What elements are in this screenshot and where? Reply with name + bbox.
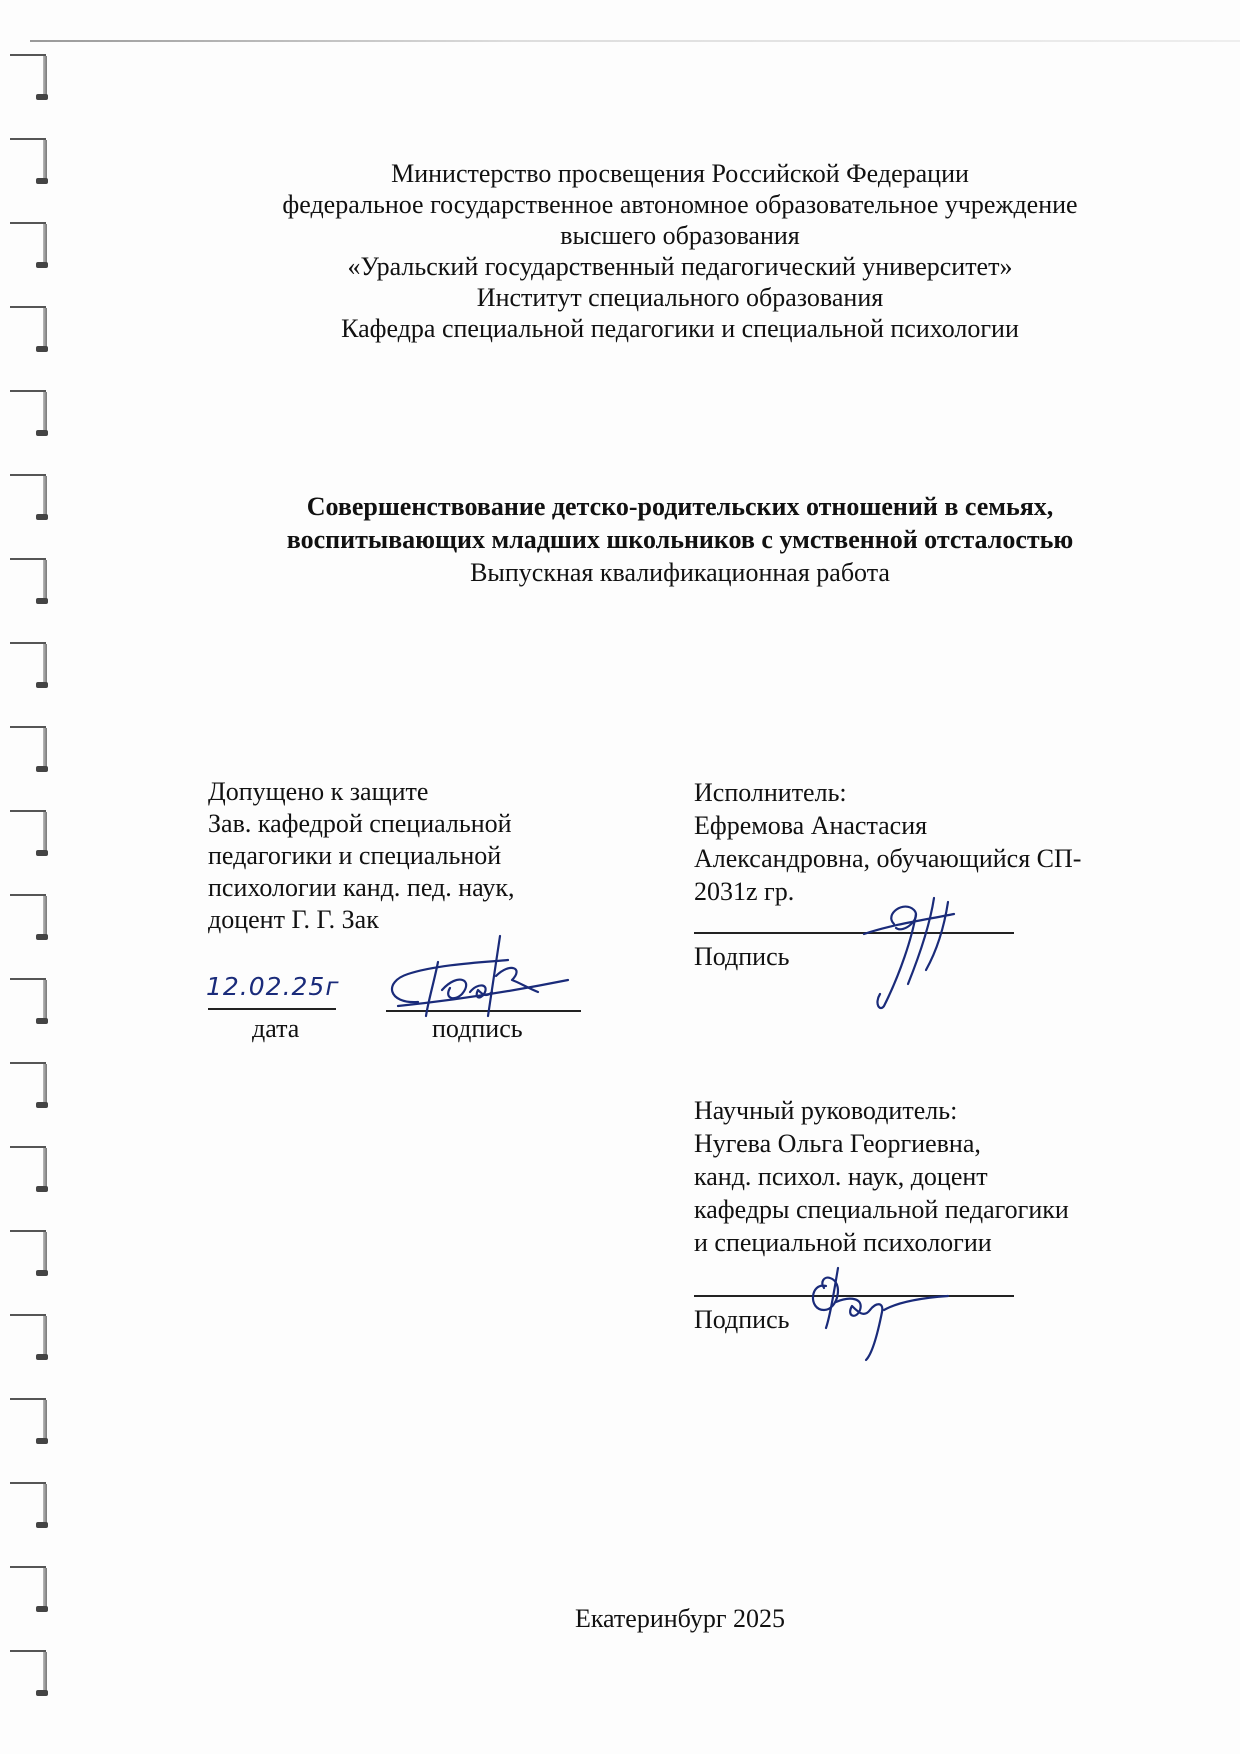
binding-marks <box>0 0 60 1754</box>
thesis-title-line: воспитывающих младших школьников с умственной отсталостью <box>286 525 1074 554</box>
handwritten-date: 12.02.25г <box>206 972 340 1001</box>
supervisor-signature <box>780 1262 950 1362</box>
supervisor-line: Нугева Ольга Георгиевна, <box>694 1129 981 1158</box>
head-of-department-signature <box>378 932 578 1032</box>
binding-hole-mark <box>10 978 50 1050</box>
header-line: высшего образования <box>560 221 800 250</box>
binding-hole-mark <box>10 54 50 126</box>
binding-hole-mark <box>10 1650 50 1722</box>
executor-line: Ефремова Анастасия <box>694 811 928 840</box>
page-edge <box>30 40 1240 42</box>
executor-line: Александровна, обучающийся СП- <box>694 844 1082 873</box>
admission-line: педагогики и специальной <box>208 841 502 870</box>
date-signature-row <box>208 968 608 1048</box>
supervisor-line: канд. психол. наук, доцент <box>694 1162 988 1191</box>
binding-hole-mark <box>10 1146 50 1218</box>
admission-block <box>208 776 608 936</box>
admission-line: психологии канд. пед. наук, <box>208 873 515 902</box>
binding-hole-mark <box>10 1566 50 1638</box>
binding-hole-mark <box>10 222 50 294</box>
header-line: «Уральский государственный педагогический университет» <box>347 252 1013 281</box>
binding-hole-mark <box>10 1062 50 1134</box>
binding-hole-mark <box>10 474 50 546</box>
supervisor-line: и специальной психологии <box>694 1228 992 1257</box>
binding-hole-mark <box>10 1482 50 1554</box>
binding-hole-mark <box>10 726 50 798</box>
executor-line: 2031z гр. <box>694 877 795 906</box>
supervisor-block <box>694 1094 1164 1336</box>
executor-signature-label: Подпись <box>694 942 790 971</box>
executor-block <box>694 776 1164 973</box>
executor-line: Исполнитель: <box>694 778 847 807</box>
header-line: Министерство просвещения Российской Федерации <box>391 159 969 188</box>
supervisor-line: кафедры специальной педагогики <box>694 1195 1069 1224</box>
supervisor-line: Научный руководитель: <box>694 1096 958 1125</box>
admission-line: доцент Г. Г. Зак <box>208 905 379 934</box>
binding-hole-mark <box>10 390 50 462</box>
header-line: федеральное государственное автономное образовательное учреждение <box>282 190 1078 219</box>
date-line <box>208 1008 336 1010</box>
binding-hole-mark <box>10 306 50 378</box>
date-label: дата <box>252 1014 300 1043</box>
binding-hole-mark <box>10 138 50 210</box>
binding-hole-mark <box>10 1398 50 1470</box>
admission-line: Допущено к защите <box>208 777 429 806</box>
admission-line: Зав. кафедрой специальной <box>208 809 512 838</box>
binding-hole-mark <box>10 894 50 966</box>
executor-signature <box>844 894 984 1014</box>
binding-hole-mark <box>10 642 50 714</box>
institution-header <box>150 158 1210 344</box>
thesis-title-line: Совершенствование детско-родительских отношений в семьях, <box>306 492 1054 521</box>
header-line: Кафедра специальной педагогики и специальной психологии <box>341 314 1019 343</box>
binding-hole-mark <box>10 1230 50 1302</box>
thesis-title-block <box>150 490 1210 589</box>
thesis-subtitle: Выпускная квалификационная работа <box>470 558 890 587</box>
binding-hole-mark <box>10 810 50 882</box>
supervisor-signature-label: Подпись <box>694 1305 790 1334</box>
signature-label: подпись <box>432 1014 523 1043</box>
header-line: Институт специального образования <box>476 283 884 312</box>
binding-hole-mark <box>10 558 50 630</box>
city-year: Екатеринбург 2025 <box>574 1604 786 1633</box>
binding-hole-mark <box>10 1314 50 1386</box>
